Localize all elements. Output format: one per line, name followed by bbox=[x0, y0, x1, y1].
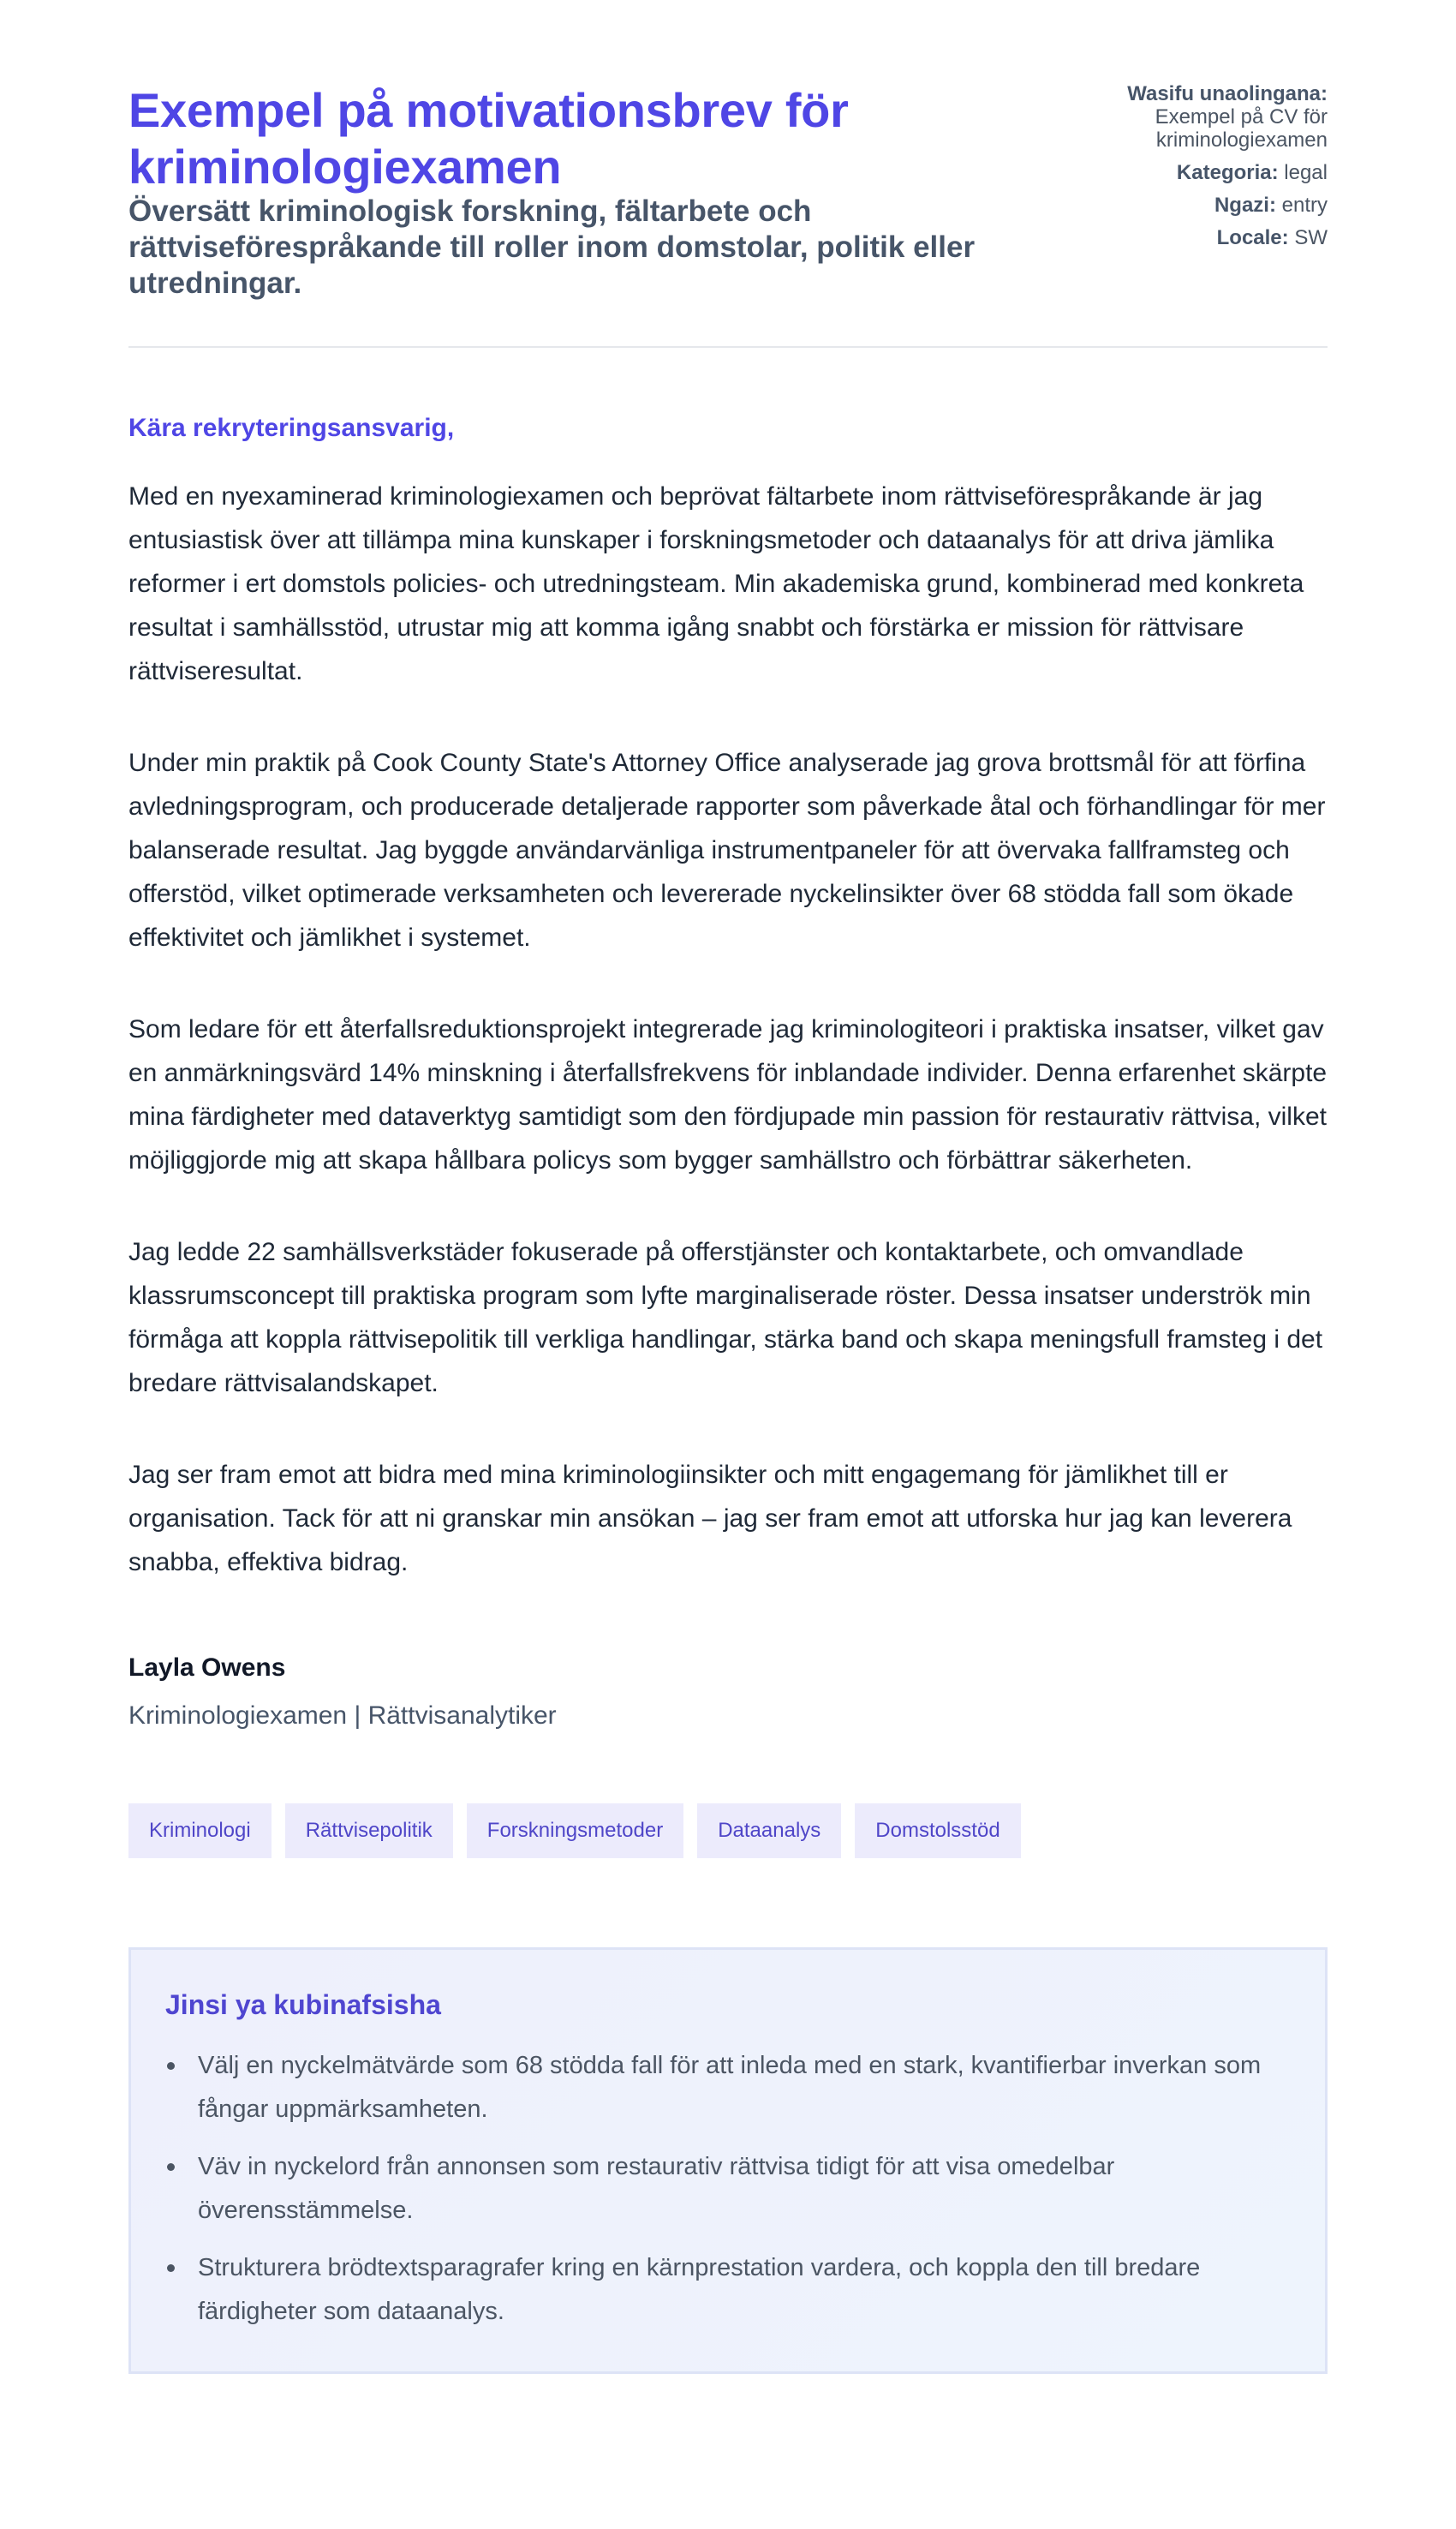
customization-tips bbox=[128, 1947, 1328, 2374]
tip-text: Väv in nyckelord från annonsen som restaurativ rättvisa tidigt för att visa omedelbar överensstämmelse. bbox=[198, 2153, 1115, 2224]
meta-related-resume bbox=[1045, 82, 1328, 152]
page bbox=[128, 0, 1328, 2374]
meta-related-link[interactable]: Exempel på CV för kriminologiexamen bbox=[1155, 105, 1328, 152]
meta-locale-value: SW bbox=[1294, 226, 1328, 249]
tip-text: Välj en nyckelmätvärde som 68 stödda fall för att inleda med en stark, kvantifierbar inverkan som fångar uppmärksamheten. bbox=[198, 2052, 1262, 2123]
tips-heading: Jinsi ya kubinafsisha bbox=[165, 1989, 441, 2020]
bullet-icon bbox=[167, 2163, 175, 2171]
cover-letter bbox=[128, 411, 1328, 1735]
tips-list bbox=[165, 2044, 1291, 2334]
meta-level bbox=[1045, 194, 1328, 217]
signature-title: Kriminologiexamen | Rättvisanalytiker bbox=[128, 1701, 557, 1730]
tag-kriminologi[interactable]: Kriminologi bbox=[128, 1803, 272, 1858]
letter-paragraph: Jag ledde 22 samhällsverkstäder fokuserade på offerstjänster och kontaktarbete, och omvandlade klassrumsconcept till praktiska program som lyfte marginaliserade röster. Dessa insatser underströk min förmåga att koppla rättvisepolitik till verkliga handlingar, stärka band och skapa meningsfull framsteg i det bredare rättvisalandskapet. bbox=[128, 1238, 1323, 1397]
page-title: Exempel på motivationsbrev för kriminologiexamen bbox=[128, 83, 849, 194]
meta-category bbox=[1045, 161, 1328, 184]
bullet-icon bbox=[167, 2264, 175, 2272]
page-subtitle: Översätt kriminologisk forskning, fältarbete och rättviseförespråkande till roller inom domstolar, politik eller utredningar. bbox=[128, 194, 976, 300]
meta-category-value: legal bbox=[1284, 161, 1328, 184]
tag-dataanalys[interactable]: Dataanalys bbox=[697, 1803, 841, 1858]
tip-item bbox=[165, 2246, 1291, 2334]
tag-forskningsmetoder[interactable]: Forskningsmetoder bbox=[467, 1803, 683, 1858]
letter-paragraph: Jag ser fram emot att bidra med mina kriminologiinsikter och mitt engagemang för jämlikhet till er organisation. Tack för att ni granskar min ansökan – jag ser fram emot att utforska hur jag kan leverera snabba, effektiva bidrag. bbox=[128, 1461, 1292, 1576]
letter-paragraph: Som ledare för ett återfallsreduktionsprojekt integrerade jag kriminologiteori i praktiska insatser, vilket gav en anmärkningsvärd 14% minskning i återfallsfrekvens för inblandade individer. Denna erfarenhet skärpte mina färdigheter med dataverktyg samtidigt som den fördjupade min passion för restaurativ rättvisa, vilket möjliggjorde mig att skapa hållbara policys som bygger samhällstro och förbättrar säkerheten. bbox=[128, 1015, 1328, 1175]
signature bbox=[128, 1651, 1328, 1735]
tip-item bbox=[165, 2044, 1291, 2131]
letter-paragraph: Med en nyexaminerad kriminologiexamen och beprövat fältarbete inom rättviseförespråkande är jag entusiastisk över att tillämpa mina kunskaper i forskningsmetoder och dataanalys för att driva jämlika reformer i ert domstols policies- och utredningsteam. Min akademiska grund, kombinerad med konkreta resultat i samhällsstöd, utrustar mig att komma igång snabbt och förstärka er mission för rättvisare rättviseresultat. bbox=[128, 482, 1304, 685]
page-header bbox=[128, 0, 1328, 348]
tip-item bbox=[165, 2145, 1291, 2233]
tag-domstolsstod[interactable]: Domstolsstöd bbox=[855, 1803, 1020, 1858]
skill-tags bbox=[128, 1803, 1328, 1858]
metadata-panel bbox=[1045, 82, 1328, 259]
meta-level-label: Ngazi: bbox=[1214, 194, 1276, 217]
header-titles bbox=[128, 82, 985, 302]
meta-locale-label: Locale: bbox=[1216, 226, 1289, 249]
tag-rattvisepolitik[interactable]: Rättvisepolitik bbox=[285, 1803, 453, 1858]
meta-related-label: Wasifu unaolingana: bbox=[1127, 82, 1328, 105]
tip-text: Strukturera brödtextsparagrafer kring en kärnprestation vardera, och koppla den till bredare färdigheter som dataanalys. bbox=[198, 2254, 1201, 2325]
signature-name: Layla Owens bbox=[128, 1653, 286, 1682]
letter-greeting: Kära rekryteringsansvarig, bbox=[128, 414, 455, 442]
meta-level-value: entry bbox=[1281, 194, 1328, 217]
bullet-icon bbox=[167, 2062, 175, 2070]
meta-category-label: Kategoria: bbox=[1176, 161, 1279, 184]
letter-body bbox=[128, 475, 1328, 1584]
letter-paragraph: Under min praktik på Cook County State's Attorney Office analyserade jag grova brottsmål för att förfina avledningsprogram, och producerade detaljerade rapporter som påverkade åtal och förhandlingar för mer balanserade resultat. Jag byggde användarvänliga instrumentpaneler för att övervaka fallframsteg och offerstöd, vilket optimerade verksamheten och levererade nyckelinsikter över 68 stödda fall som ökade effektivitet och jämlikhet i systemet. bbox=[128, 749, 1326, 952]
meta-locale bbox=[1045, 226, 1328, 249]
